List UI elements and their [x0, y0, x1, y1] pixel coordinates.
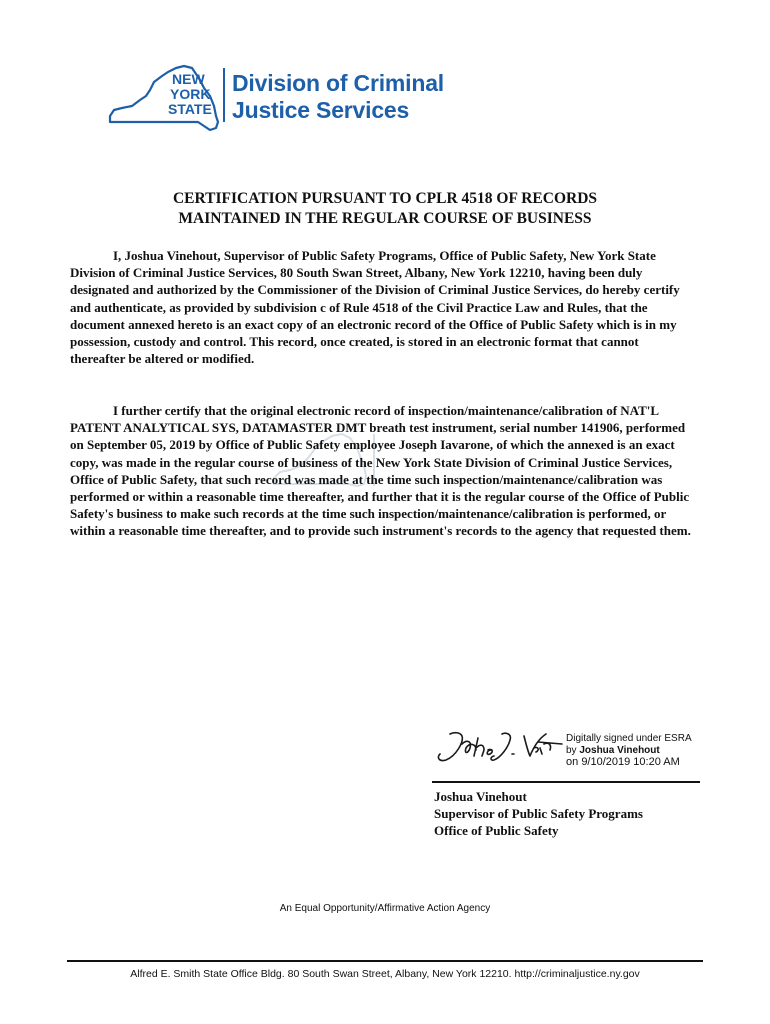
paragraph-2-text: I further certify that the original electronic record of inspection/maintenance/calibration of NAT'L PATENT ANALYTICAL SYS, DATAMASTER DMT breath test instrument, serial number 141906, performed on September 05, 2019 by Office of Public Safety employee Joseph Iavarone, of which the annexed is an exact copy, was made in the regular course of business of the New York State Division of Criminal Justice Services, Office of Public Safety, that such record was made at the time such inspection/maintenance/calibration was performed or within a reasonable time thereafter, and further that it is the regular course of the Office of Public Safety's business to make such records at the time such inspection/maintenance/calibration is performed, or within a reasonable time thereafter, and to provide such instrument's records to the agency that requested them.	[70, 403, 691, 539]
esra-timestamp-row	[566, 756, 692, 769]
esra-on-label: on	[566, 756, 579, 768]
signer-name: Joshua Vinehout	[434, 789, 527, 804]
footer-divider	[67, 960, 703, 962]
certification-paragraph-1	[70, 247, 694, 367]
footer-address: Alfred E. Smith State Office Bldg. 80 South Swan Street, Albany, New York 12210. http://criminaljustice.ny.gov	[130, 968, 640, 980]
esra-signer-row	[566, 745, 692, 757]
agency-name-line1: Division of Criminal	[232, 70, 444, 96]
digital-signature-info	[566, 733, 692, 769]
signature-line	[432, 781, 700, 783]
paragraph-1-text: I, Joshua Vinehout, Supervisor of Public Safety Programs, Office of Public Safety, New York State Division of Criminal Justice Services, 80 South Swan Street, Albany, New York 12210, having been duly designated and authorized by the Commissioner of the Division of Criminal Justice Services, do hereby certify and authenticate, as provided by subdivision c of Rule 4518 of the Civil Practice Law and Rules, that the document annexed hereto is an exact copy of an electronic record of the Office of Public Safety which is in my possession, custody and control. This record, once created, is stored in an electronic format that cannot thereafter be altered or modified.	[70, 248, 680, 367]
logo-word-new: NEW	[172, 71, 205, 87]
eeo-statement: An Equal Opportunity/Affirmative Action Agency	[279, 903, 491, 914]
certification-title-line2: MAINTAINED IN THE REGULAR COURSE OF BUSINESS	[178, 210, 592, 227]
handwritten-signature	[432, 726, 564, 768]
esra-signer-name: Joshua Vinehout	[579, 744, 660, 756]
logo-word-state: STATE	[168, 101, 212, 117]
certification-title-line1: CERTIFICATION PURSUANT TO CPLR 4518 OF RECORDS	[172, 190, 598, 207]
logo-word-york: YORK	[170, 86, 211, 102]
agency-name-line2: Justice Services	[232, 97, 410, 123]
signer-office: Office of Public Safety	[434, 823, 559, 838]
esra-timestamp: 9/10/2019 10:20 AM	[581, 756, 680, 768]
esra-line: Digitally signed under ESRA	[566, 733, 692, 744]
signer-title: Supervisor of Public Safety Programs	[434, 806, 643, 821]
esra-by-label: by	[566, 744, 577, 756]
certification-paragraph-2	[70, 402, 694, 540]
signer-block	[434, 788, 643, 839]
